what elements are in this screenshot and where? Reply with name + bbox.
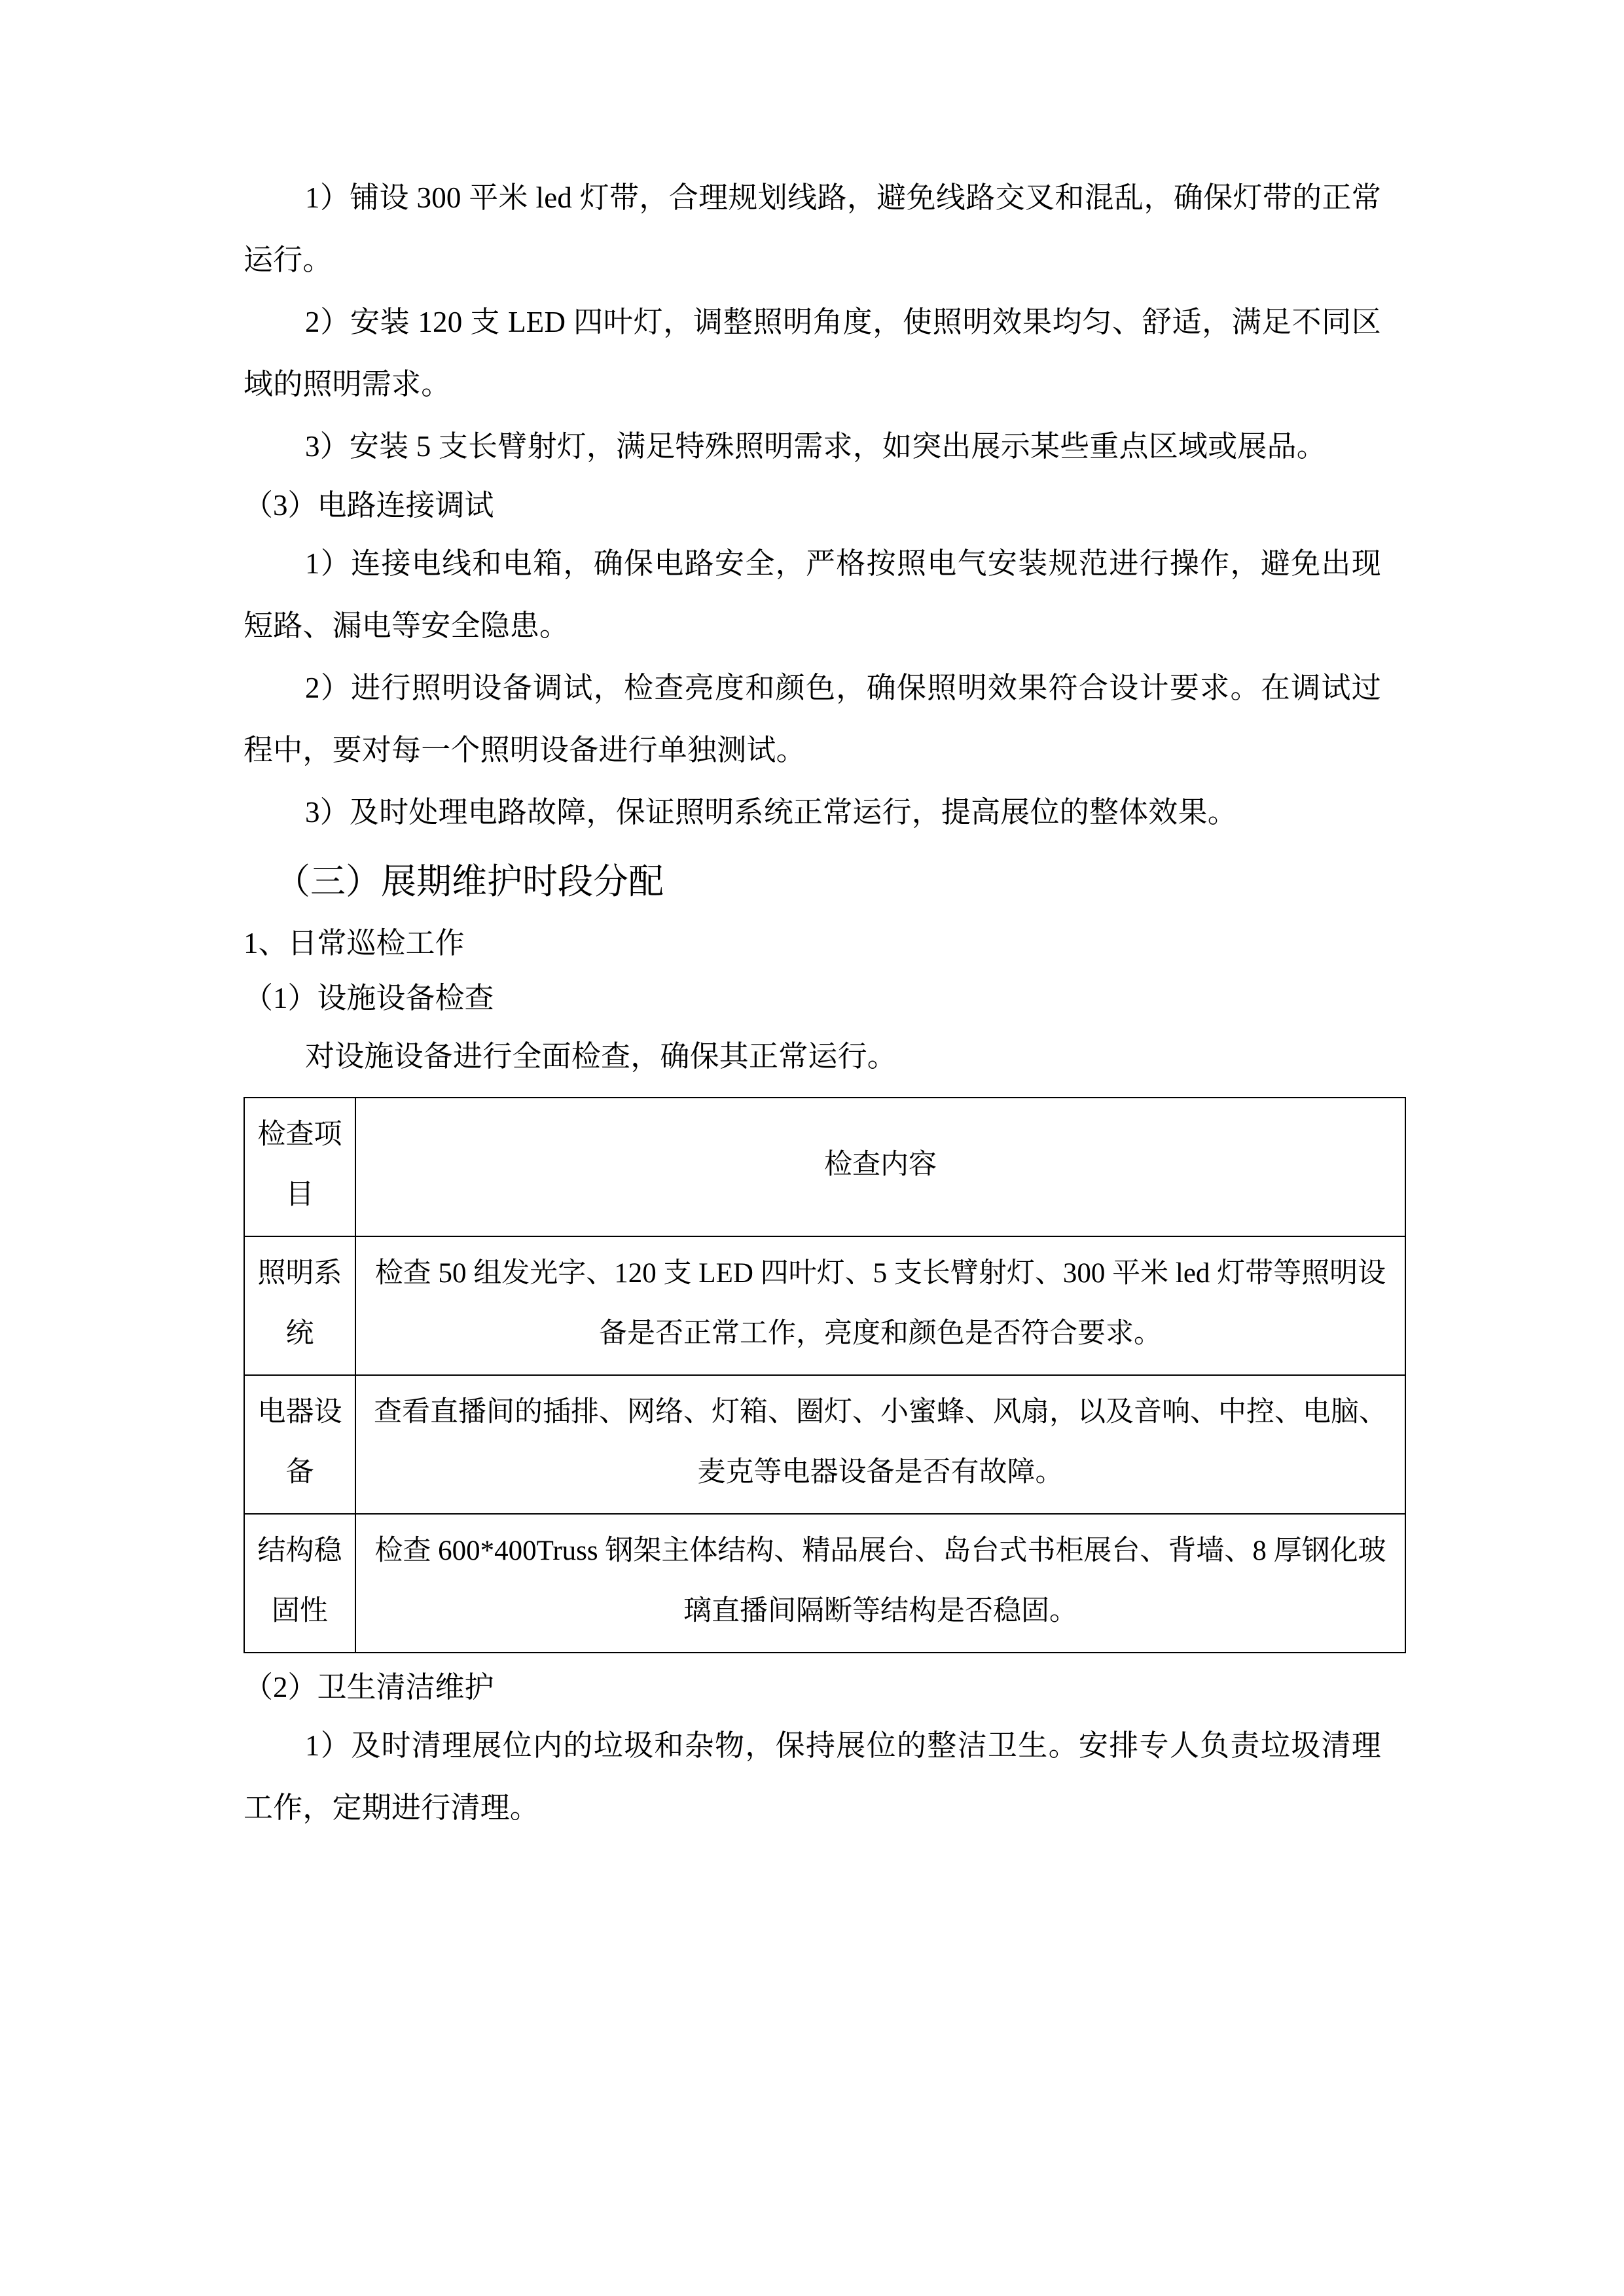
table-cell-content bbox=[355, 1236, 1405, 1375]
table-cell-item bbox=[244, 1375, 355, 1514]
table-cell-content-text: 检查 600*400Truss 钢架主体结构、精品展台、岛台式书柜展台、背墙、8 厚钢化玻璃直播间隔断等结构是否稳固。 bbox=[374, 1535, 1386, 1626]
table-row bbox=[244, 1514, 1405, 1653]
paragraph-long-arm-spotlight: 3）安装 5 支长臂射灯，满足特殊照明需求，如突出展示某些重点区域或展品。 bbox=[305, 430, 1326, 463]
table-header-item-label: 检查项目 bbox=[257, 1119, 342, 1210]
paragraph-led-four-leaf: 2）安装 120 支 LED 四叶灯，调整照明角度，使照明效果均匀、舒适，满足不同区域的照明需求。 bbox=[244, 306, 1381, 401]
table-cell-content-text: 查看直播间的插排、网络、灯箱、圈灯、小蜜蜂、风扇，以及音响、中控、电脑、麦克等电器设备是否有故障。 bbox=[374, 1397, 1387, 1488]
table-header-row bbox=[244, 1098, 1405, 1236]
heading-facility-equipment-check: （1）设施设备检查 bbox=[244, 982, 494, 1014]
paragraph-lighting-debug: 2）进行照明设备调试，检查亮度和颜色，确保照明效果符合设计要求。在调试过程中，要对每一个照明设备进行单独测试。 bbox=[244, 672, 1381, 766]
table-cell-item-text: 照明系统 bbox=[257, 1258, 342, 1349]
table-cell-content-text: 检查 50 组发光字、120 支 LED 四叶灯、5 支长臂射灯、300 平米 led 灯带等照明设备是否正常工作，亮度和颜色是否符合要求。 bbox=[374, 1258, 1386, 1349]
paragraph-fault-handling: 3）及时处理电路故障，保证照明系统正常运行，提高展位的整体效果。 bbox=[305, 796, 1237, 829]
table-header-content bbox=[355, 1098, 1405, 1236]
table-header-content-label: 检查内容 bbox=[824, 1149, 937, 1180]
heading-daily-inspection-work: 1、日常巡检工作 bbox=[244, 927, 465, 960]
table-cell-item-text: 电器设备 bbox=[257, 1397, 342, 1488]
heading-sanitation-cleaning-maintenance: （2）卫生清洁维护 bbox=[244, 1671, 494, 1704]
table-row bbox=[244, 1236, 1405, 1375]
table-cell-content bbox=[355, 1375, 1405, 1514]
table-cell-content bbox=[355, 1514, 1405, 1653]
table-cell-item bbox=[244, 1236, 355, 1375]
table-cell-item bbox=[244, 1514, 355, 1653]
paragraph-inspection-intro: 对设施设备进行全面检查，确保其正常运行。 bbox=[305, 1040, 897, 1073]
paragraph-garbage-cleanup: 1）及时清理展位内的垃圾和杂物，保持展位的整洁卫生。安排专人负责垃圾清理工作，定期进行清理。 bbox=[244, 1729, 1381, 1824]
paragraph-led-strip: 1）铺设 300 平米 led 灯带，合理规划线路，避免线路交叉和混乱，确保灯带的正常运行。 bbox=[244, 181, 1381, 276]
table-row bbox=[244, 1375, 1405, 1514]
table-cell-item-text: 结构稳固性 bbox=[257, 1535, 342, 1626]
heading-circuit-connection-test: （3）电路连接调试 bbox=[244, 489, 494, 522]
document-body bbox=[244, 167, 1387, 1839]
table-header-item bbox=[244, 1098, 355, 1236]
heading-exhibition-maintenance-schedule: （三）展期维护时段分配 bbox=[275, 862, 664, 901]
inspection-table bbox=[244, 1097, 1406, 1653]
paragraph-wire-connection: 1）连接电线和电箱，确保电路安全，严格按照电气安装规范进行操作，避免出现短路、漏电等安全隐患。 bbox=[244, 547, 1381, 642]
